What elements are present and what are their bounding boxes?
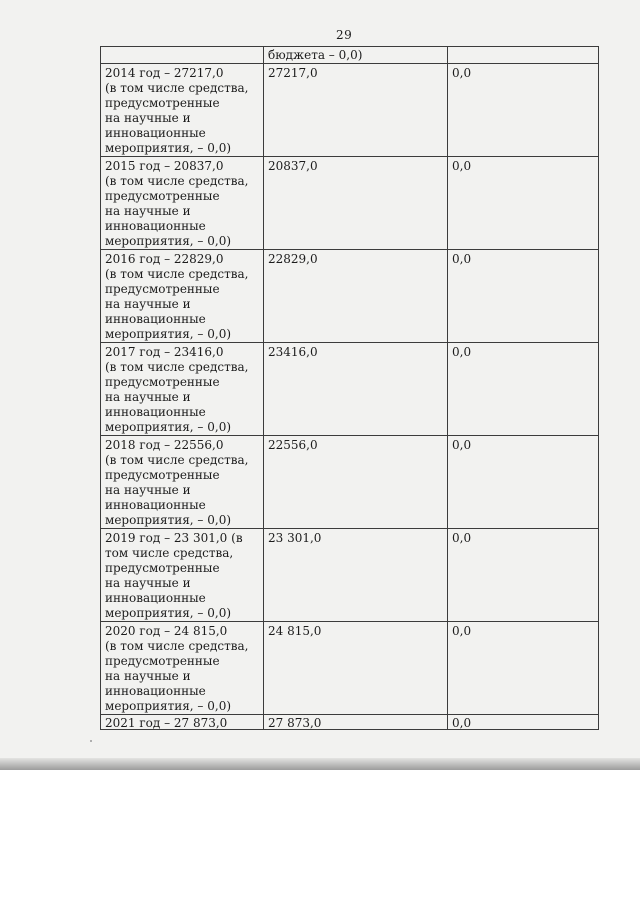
year-label: 2016 год – 22829,0 (в том числе средства, предусмотренные на научные и инновационные мероприятия, – 0,0) xyxy=(105,252,249,341)
year-label-cell xyxy=(101,64,264,157)
table-cell xyxy=(448,47,599,64)
year-label: 2014 год – 27217,0 (в том числе средства, предусмотренные на научные и инновационные мероприятия, – 0,0) xyxy=(105,66,249,155)
table-row-2016 xyxy=(101,250,599,343)
year-label-cell xyxy=(101,715,264,730)
extra-amount-cell: 0,0 xyxy=(448,622,599,715)
extra-amount-cell: 0,0 xyxy=(448,715,599,730)
amount-cell: 23 301,0 xyxy=(264,529,448,622)
table-row-2019 xyxy=(101,529,599,622)
year-label: 2015 год – 20837,0 (в том числе средства, предусмотренные на научные и инновационные мероприятия, – 0,0) xyxy=(105,159,249,248)
extra-amount-cell: 0,0 xyxy=(448,343,599,436)
table-cell: бюджета – 0,0) xyxy=(264,47,448,64)
extra-amount-cell: 0,0 xyxy=(448,529,599,622)
table-row-2020 xyxy=(101,622,599,715)
table-row-2018 xyxy=(101,436,599,529)
year-label: 2019 год – 23 301,0 (в том числе средства, предусмотренные на научные и инновационные мероприятия, – 0,0) xyxy=(105,531,243,620)
table-row-2014 xyxy=(101,64,599,157)
year-label: 2021 год – 27 873,0 xyxy=(105,716,228,730)
amount-cell: 27 873,0 xyxy=(264,715,448,730)
table-row-header-continuation xyxy=(101,47,599,64)
year-label-cell xyxy=(101,343,264,436)
amount-cell: 22556,0 xyxy=(264,436,448,529)
amount-cell: 22829,0 xyxy=(264,250,448,343)
extra-amount-cell: 0,0 xyxy=(448,64,599,157)
year-label: 2020 год – 24 815,0 (в том числе средства, предусмотренные на научные и инновационные мероприятия, – 0,0) xyxy=(105,624,249,713)
year-label-cell xyxy=(101,436,264,529)
amount-cell: 23416,0 xyxy=(264,343,448,436)
extra-amount-cell: 0,0 xyxy=(448,250,599,343)
amount-cell: 24 815,0 xyxy=(264,622,448,715)
table-row-2017 xyxy=(101,343,599,436)
table-cell xyxy=(101,47,264,64)
page-number: 29 xyxy=(336,28,353,42)
scan-edge xyxy=(0,758,640,770)
year-label-cell xyxy=(101,622,264,715)
table-row-2015 xyxy=(101,157,599,250)
year-label: 2018 год – 22556,0 (в том числе средства, предусмотренные на научные и инновационные мероприятия, – 0,0) xyxy=(105,438,249,527)
year-label-cell xyxy=(101,250,264,343)
extra-amount-cell: 0,0 xyxy=(448,436,599,529)
year-label-cell xyxy=(101,529,264,622)
amount-cell: 20837,0 xyxy=(264,157,448,250)
extra-amount-cell: 0,0 xyxy=(448,157,599,250)
year-label: 2017 год – 23416,0 (в том числе средства, предусмотренные на научные и инновационные мероприятия, – 0,0) xyxy=(105,345,249,434)
scan-speck xyxy=(90,740,92,742)
funding-table xyxy=(100,46,599,730)
table-row-2021 xyxy=(101,715,599,730)
year-label-cell xyxy=(101,157,264,250)
amount-cell: 27217,0 xyxy=(264,64,448,157)
